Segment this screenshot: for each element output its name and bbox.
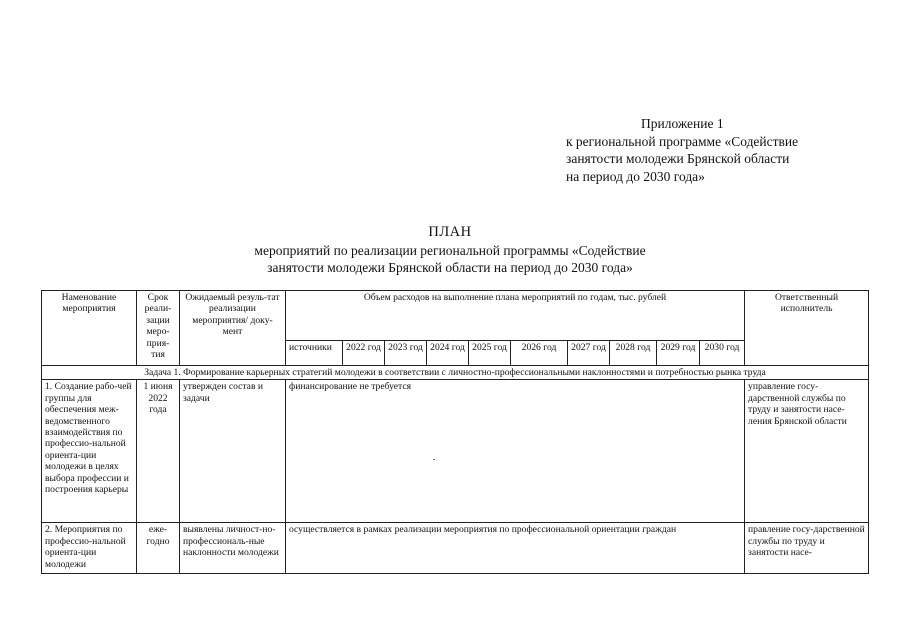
scan-speck (433, 459, 435, 460)
header-year-2027: 2027 год (568, 341, 610, 366)
table-row (42, 380, 869, 523)
task-1-title: Задача 1. Формирование карьерных стратегий молодежи в соответствии с личностно-профессиональными наклонностями и потребностью рынка труда (42, 366, 869, 380)
row-2-term: еже-годно (137, 523, 180, 574)
plan-table (41, 290, 869, 574)
header-year-2029: 2029 год (657, 341, 700, 366)
header-name: Наменование мероприятия (42, 291, 137, 366)
task-row (42, 366, 869, 380)
document-title (180, 224, 720, 276)
title-line-1: ПЛАН (428, 224, 472, 240)
annex-note (566, 115, 866, 185)
header-year-2025: 2025 год (469, 341, 511, 366)
title-line-3: занятости молодежи Брянской области на период до 2030 года» (267, 260, 633, 275)
header-row-1 (42, 291, 869, 341)
header-year-2023: 2023 год (385, 341, 427, 366)
header-result: Ожидаемый резуль-тат реализации мероприятия/ доку-мент (180, 291, 286, 366)
row-1-term: 1 июня 2022 года (137, 380, 180, 523)
title-line-2: мероприятий по реализации региональной программы «Содействие (254, 243, 646, 258)
header-budget: Объем расходов на выполнение плана мероприятий по годам, тыс. рублей (286, 291, 745, 341)
header-year-2022: 2022 год (343, 341, 385, 366)
row-2-name: 2. Мероприятия по профессио-нальной ориента-ции молодежи (42, 523, 137, 574)
annex-line-4: на период до 2030 года» (566, 168, 705, 184)
header-year-2026: 2026 год (511, 341, 568, 366)
header-term: Срок реали-зации меро-прия-тия (137, 291, 180, 366)
header-year-2028: 2028 год (610, 341, 657, 366)
header-responsible: Ответственный исполнитель (745, 291, 869, 366)
row-1-responsible: управление госу-дарственной службы по труду и занятости насе-ления Брянской области (745, 380, 869, 523)
row-2-financing: осуществляется в рамках реализации мероприятия по профессиональной ориентации граждан (286, 523, 745, 574)
row-2-result: выявлены личност-но-профессиональ-ные наклонности молодежи (180, 523, 286, 574)
annex-line-3: занятости молодежи Брянской области (566, 151, 790, 166)
annex-line-2: к региональной программе «Содействие (566, 133, 799, 149)
header-year-2024: 2024 год (427, 341, 469, 366)
annex-line-1: Приложение 1 (641, 116, 724, 131)
row-1-financing: финансирование не требуется (286, 380, 745, 523)
row-2-responsible: правление госу-дарственной службы по труду и занятости насе- (745, 523, 869, 574)
table-row (42, 523, 869, 574)
row-1-name: 1. Создание рабо-чей группы для обеспечения меж-ведомственного взаимодействия по профессио-нальной ориента-ции молодежи в целях выбора профессии и построения карьеры (42, 380, 137, 523)
header-sources: источники (286, 341, 343, 366)
header-year-2030: 2030 год (700, 341, 745, 366)
row-1-result: утвержден состав и задачи (180, 380, 286, 523)
